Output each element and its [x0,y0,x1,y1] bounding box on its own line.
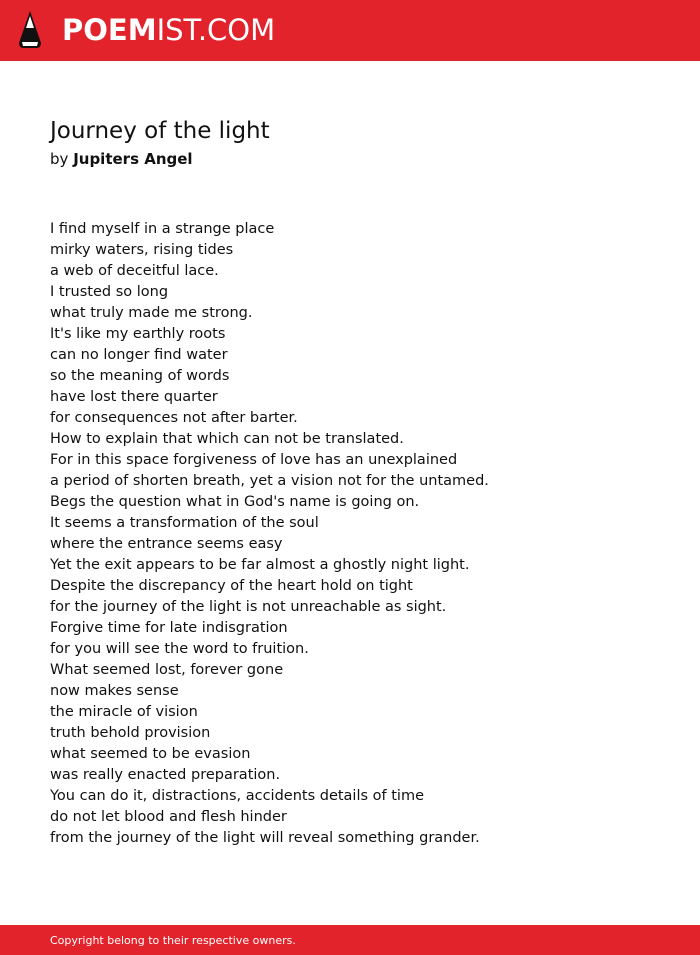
poem-line: Begs the question what in God's name is going on. [50,494,420,510]
poem-line: from the journey of the light will reveal something grander. [50,830,480,846]
copyright-text: Copyright belong to their respective owners. [50,934,296,947]
by-label: by [50,150,69,168]
poem-line: was really enacted preparation. [50,767,281,783]
poem-line: mirky waters, rising tides [50,242,234,258]
poem-line: for consequences not after barter. [50,410,298,426]
poem-line: What seemed lost, forever gone [50,662,284,678]
poem-line: It's like my earthly roots [50,326,226,342]
poem-line: I trusted so long [50,284,169,300]
poem-line: How to explain that which can not be translated. [50,431,404,447]
poem-line: now makes sense [50,683,179,699]
poem-line: It seems a transformation of the soul [50,515,319,531]
poem-line: Forgive time for late indisgration [50,620,288,636]
logo-light-text: IST.COM [156,13,276,47]
poem-line: for you will see the word to fruition. [50,641,309,657]
header-bar [0,0,700,61]
poem-line: the miracle of vision [50,704,198,720]
site-logo[interactable] [62,13,275,47]
logo-bold-text: POEM [62,13,157,47]
poem-line: Yet the exit appears to be far almost a ghostly night light. [50,557,470,573]
poem-line: a web of deceitful lace. [50,263,219,279]
poem-line: a period of shorten breath, yet a vision not for the untamed. [50,473,489,489]
poem-line: so the meaning of words [50,368,230,384]
poem-line: what truly made me strong. [50,305,253,321]
footer-bar [0,925,700,955]
poem-line: You can do it, distractions, accidents details of time [50,788,424,804]
poem-line: do not let blood and flesh hinder [50,809,287,825]
poem-line: where the entrance seems easy [50,536,283,552]
poem-line: Despite the discrepancy of the heart hold on tight [50,578,413,594]
poem-line: can no longer find water [50,347,228,363]
poem-line: what seemed to be evasion [50,746,251,762]
pencil-tip-icon [17,10,43,50]
poem-line: For in this space forgiveness of love has an unexplained [50,452,458,468]
poem-line: truth behold provision [50,725,211,741]
byline [50,148,193,170]
poem-line: I find myself in a strange place [50,221,275,237]
author-name: Jupiters Angel [73,150,193,168]
poem-line: for the journey of the light is not unreachable as sight. [50,599,447,615]
poem-title: Journey of the light [50,118,270,144]
poem-line: have lost there quarter [50,389,218,405]
poem-body [50,219,670,849]
